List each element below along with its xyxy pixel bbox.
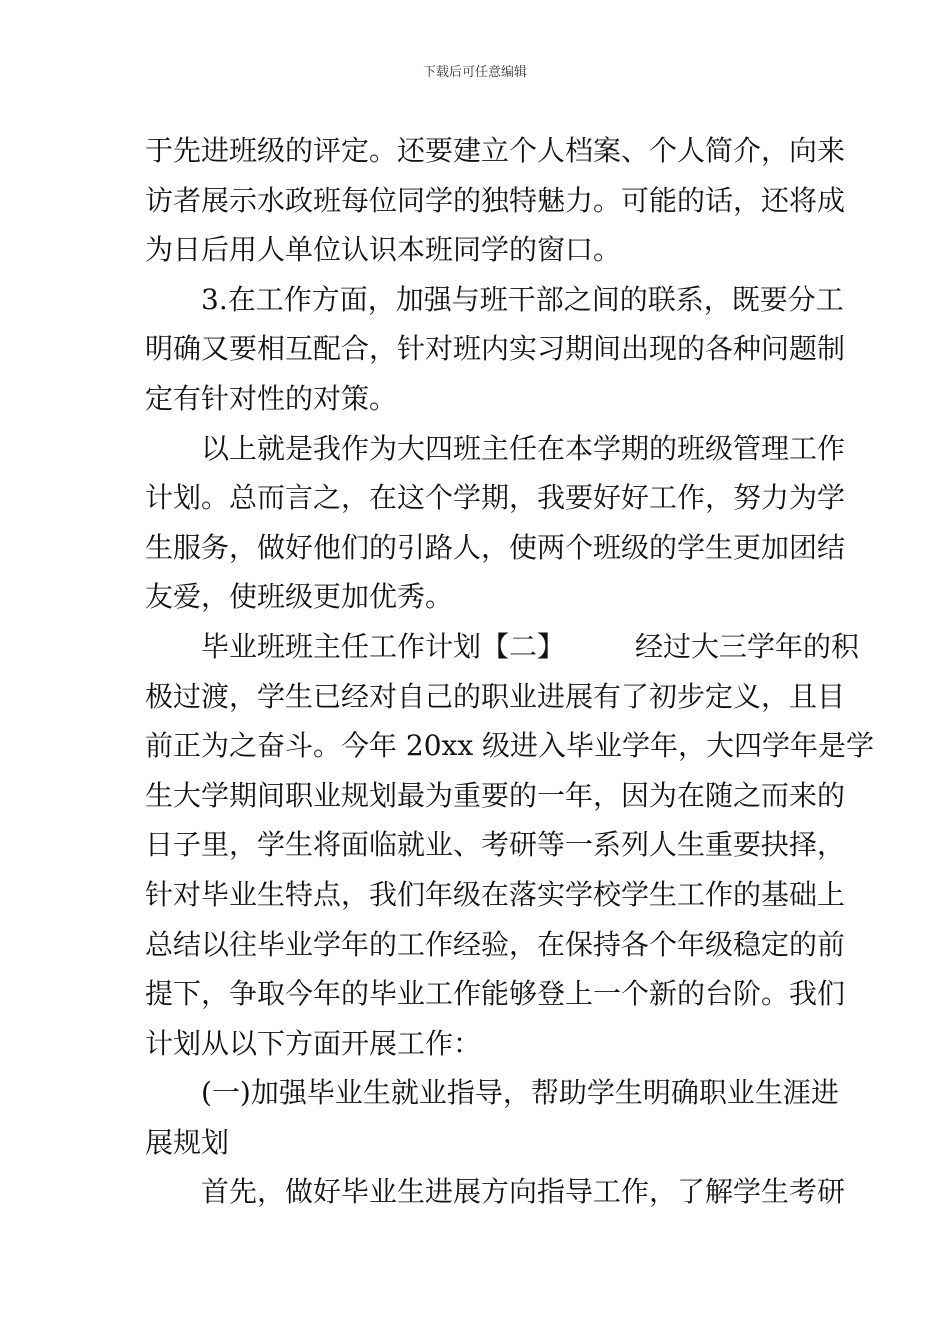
text-line: 针对毕业生特点，我们年级在落实学校学生工作的基础上 — [145, 877, 846, 911]
text-line: 定有针对性的对策。 — [145, 381, 398, 415]
text-line: 总结以往毕业学年的工作经验，在保持各个年级稳定的前 — [145, 927, 846, 961]
text-line: 计划从以下方面开展工作： — [145, 1026, 482, 1060]
document-body — [145, 126, 875, 1217]
text-line: (一)加强毕业生就业指导，帮助学生明确职业生涯进 — [145, 1076, 839, 1110]
text-line: 以上就是我作为大四班主任在本学期的班级管理工作 — [145, 431, 846, 465]
text-line: 生大学期间职业规划最为重要的一年，因为在随之而来的 — [145, 778, 846, 812]
text-line: 于先进班级的评定。还要建立个人档案、个人简介，向来 — [145, 134, 846, 167]
text-line: 极过渡，学生已经对自己的职业进展有了初步定义，且目 — [145, 679, 846, 713]
page-header-note: 下载后可任意编辑 — [422, 65, 527, 80]
text-line: 明确又要相互配合，针对班内实习期间出现的各种问题制 — [145, 332, 846, 366]
text-line: 访者展示水政班每位同学的独特魅力。可能的话，还将成 — [145, 183, 846, 217]
text-line: 毕业班班主任工作计划【二】 经过大三学年的积 — [145, 629, 860, 663]
text-line: 首先，做好毕业生进展方向指导工作，了解学生考研 — [145, 1175, 846, 1209]
text-line: 展规划 — [145, 1125, 230, 1159]
text-line: 为日后用人单位认识本班同学的窗口。 — [145, 233, 622, 267]
text-line: 计划。总而言之，在这个学期，我要好好工作，努力为学 — [145, 481, 846, 515]
text-line: 日子里，学生将面临就业、考研等一系列人生重要抉择， — [145, 828, 846, 862]
text-line: 提下，争取今年的毕业工作能够登上一个新的台阶。我们 — [145, 977, 846, 1011]
text-line: 友爱，使班级更加优秀。 — [145, 580, 454, 614]
text-line: 3.在工作方面，加强与班干部之间的联系，既要分工 — [145, 282, 844, 316]
text-line: 生服务，做好他们的引路人，使两个班级的学生更加团结 — [145, 530, 846, 564]
text-line: 前正为之奋斗。今年 20xx 级进入毕业学年，大四学年是学 — [145, 729, 875, 763]
